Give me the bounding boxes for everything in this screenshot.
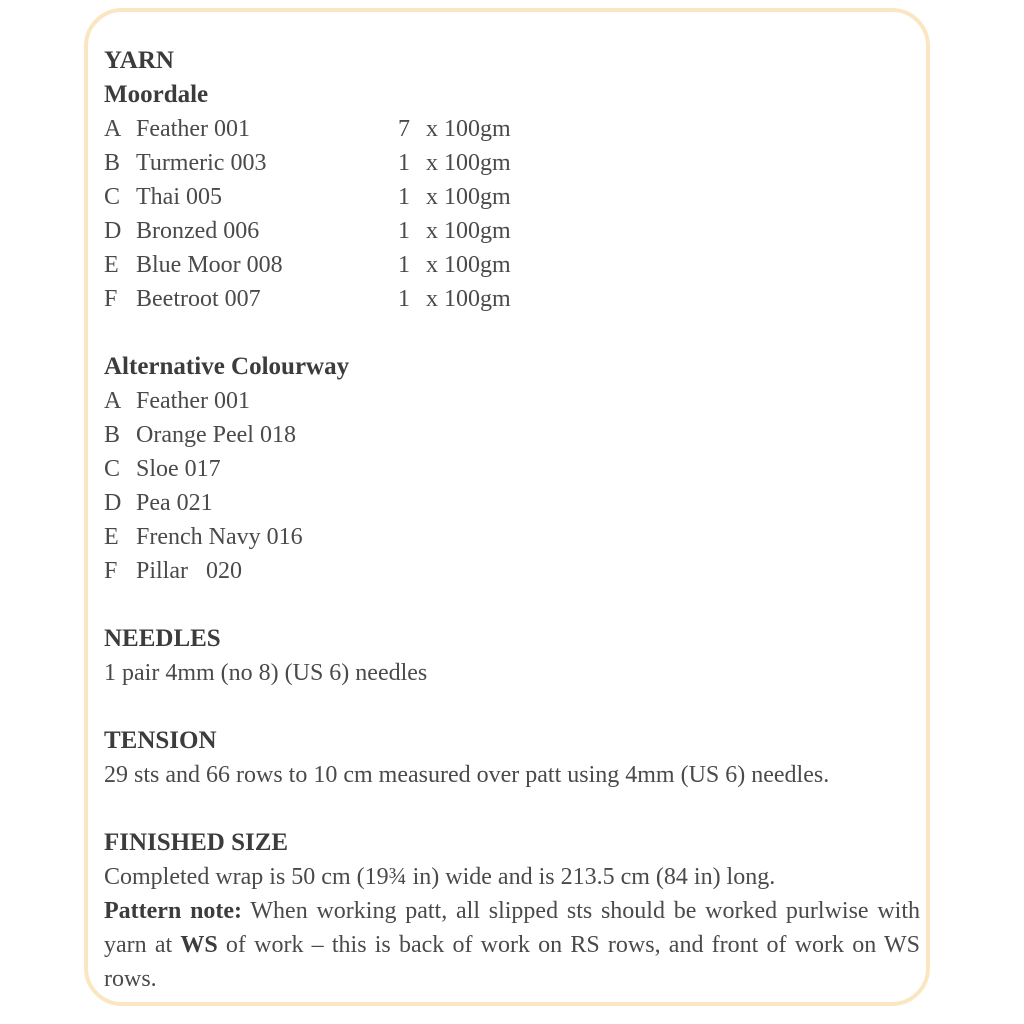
yarn-item (104, 282, 920, 316)
needles-heading: NEEDLES (104, 625, 221, 652)
tension-heading: TENSION (104, 727, 217, 754)
yarn-unit: x 100gm (426, 116, 511, 142)
alternative-name: Feather 001 (136, 388, 250, 414)
yarn-name: Turmeric 003 (136, 150, 267, 176)
alternative-letter: F (104, 558, 118, 584)
yarn-name: Bronzed 006 (136, 218, 260, 244)
spacer (104, 588, 920, 622)
alternative-item (104, 486, 920, 520)
alternative-heading: Alternative Colourway (104, 353, 350, 380)
pattern-note-ws: WS (180, 932, 218, 958)
alternative-letter: E (104, 524, 119, 550)
alternative-letter: A (104, 388, 122, 414)
spacer (104, 690, 920, 724)
yarn-unit: x 100gm (426, 218, 511, 244)
pattern-details (104, 44, 920, 996)
alternative-name: Pillar 020 (136, 558, 242, 584)
yarn-name: Feather 001 (136, 116, 250, 142)
yarn-item (104, 180, 920, 214)
alternative-name: Pea 021 (136, 490, 213, 516)
yarn-list (104, 112, 920, 316)
tension-text: 29 sts and 66 rows to 10 cm measured over patt using 4mm (US 6) needles. (104, 762, 830, 788)
alternative-letter: C (104, 456, 121, 482)
alternative-name: Orange Peel 018 (136, 422, 296, 448)
yarn-name: Beetroot 007 (136, 286, 261, 312)
alternative-letter: D (104, 490, 122, 516)
needles-text: 1 pair 4mm (no 8) (US 6) needles (104, 660, 428, 686)
alternative-item (104, 452, 920, 486)
yarn-item (104, 248, 920, 282)
pattern-note (104, 894, 920, 996)
yarn-letter: E (104, 252, 119, 278)
pattern-note-text-1: When working patt, all slipped sts should be worked purlwise with yarn at (104, 898, 920, 958)
yarn-item (104, 146, 920, 180)
yarn-qty: 1 (398, 184, 410, 210)
spacer (104, 792, 920, 826)
alternative-item (104, 418, 920, 452)
yarn-name: Blue Moor 008 (136, 252, 283, 278)
finished-size-heading: FINISHED SIZE (104, 829, 289, 856)
alternative-name: French Navy 016 (136, 524, 303, 550)
yarn-qty: 1 (398, 252, 410, 278)
alternative-list (104, 384, 920, 588)
yarn-qty: 1 (398, 218, 410, 244)
alternative-item (104, 554, 920, 588)
spacer (104, 316, 920, 350)
yarn-unit: x 100gm (426, 286, 511, 312)
yarn-letter: A (104, 116, 122, 142)
finished-size-text: Completed wrap is 50 cm (19¾ in) wide and is 213.5 cm (84 in) long. (104, 864, 776, 890)
yarn-item (104, 112, 920, 146)
yarn-brand: Moordale (104, 81, 209, 108)
yarn-qty: 1 (398, 286, 410, 312)
yarn-qty: 7 (398, 116, 410, 142)
alternative-item (104, 384, 920, 418)
alternative-name: Sloe 017 (136, 456, 221, 482)
yarn-item (104, 214, 920, 248)
yarn-letter: C (104, 184, 121, 210)
alternative-item (104, 520, 920, 554)
yarn-letter: D (104, 218, 122, 244)
alternative-letter: B (104, 422, 121, 448)
yarn-heading: YARN (104, 47, 174, 74)
yarn-unit: x 100gm (426, 184, 511, 210)
yarn-unit: x 100gm (426, 150, 511, 176)
yarn-letter: B (104, 150, 121, 176)
yarn-unit: x 100gm (426, 252, 511, 278)
pattern-note-text-2: of work – this is back of work on RS rows, and front of work on WS rows. (104, 932, 921, 992)
yarn-name: Thai 005 (136, 184, 222, 210)
yarn-qty: 1 (398, 150, 410, 176)
yarn-letter: F (104, 286, 118, 312)
pattern-note-label: Pattern note: (104, 898, 243, 924)
